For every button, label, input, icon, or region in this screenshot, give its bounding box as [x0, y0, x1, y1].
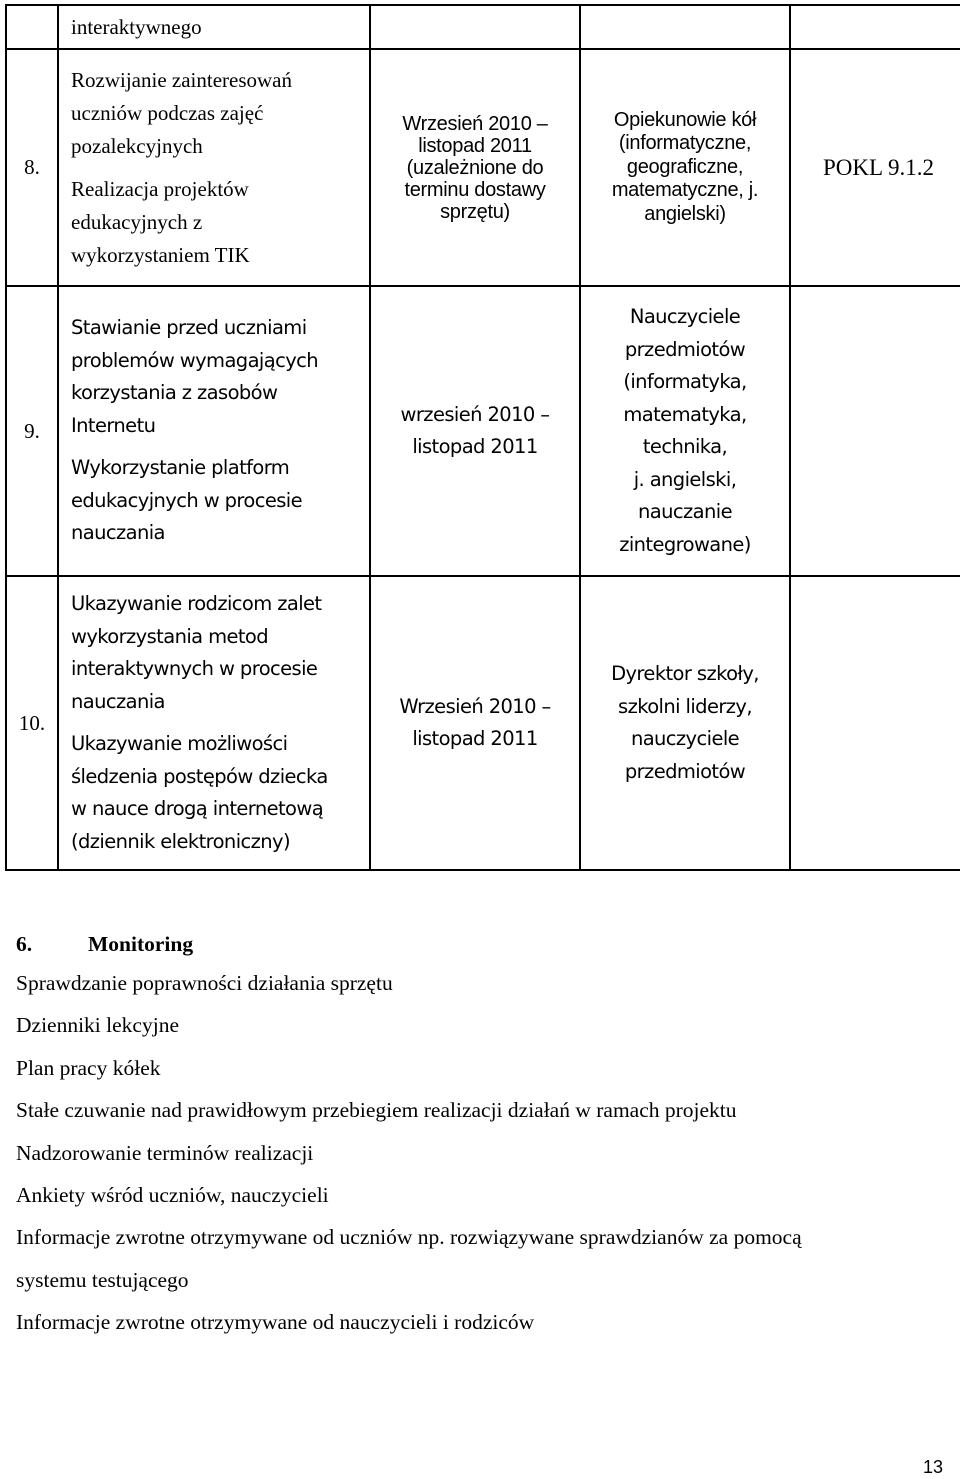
activity-line: śledzenia postępów dziecka [71, 764, 328, 788]
responsible-line: (informatyczne, [618, 132, 752, 155]
row-number-cell [6, 576, 58, 870]
responsible-line: j. angielski, [633, 467, 737, 491]
term-cell [370, 576, 580, 870]
responsible-line: przedmiotów [624, 337, 746, 361]
activity-line: nauczania [71, 689, 165, 713]
row-number-cell [6, 5, 58, 49]
responsible-line: przedmiotów [624, 759, 746, 783]
row-number: 8. [24, 155, 40, 179]
activity-line: Ukazywanie możliwości [71, 732, 288, 755]
row-number-cell [6, 49, 58, 286]
monitoring-item: systemu testującego [16, 1267, 189, 1292]
activity-line: Rozwijanie zainteresowań [71, 67, 292, 92]
activity-line: wykorzystania metod [71, 624, 269, 648]
responsible-line: Dyrektor szkoły, [611, 662, 759, 685]
activity-line: wykorzystaniem TIK [71, 242, 250, 267]
monitoring-item: Nadzorowanie terminów realizacji [16, 1140, 314, 1165]
section-heading [16, 926, 946, 962]
monitoring-item: Plan pracy kółek [16, 1055, 161, 1080]
activity-cell [58, 5, 370, 49]
activity-line: Wykorzystanie platform [71, 456, 290, 480]
responsible-line: Nauczyciele [629, 305, 741, 328]
responsible-line: zintegrowane) [619, 532, 751, 556]
responsible-cell [580, 576, 790, 870]
responsible-cell [580, 286, 790, 576]
activity-line: w nauce drogą internetową [71, 797, 324, 820]
responsible-line: (informatyka, [623, 370, 747, 393]
activity-line: pozalekcyjnych [71, 133, 203, 158]
term-line: sprzętu) [440, 200, 510, 223]
activity-line: problemów wymagających [71, 348, 319, 372]
activity-cell [58, 576, 370, 870]
table-row [6, 576, 960, 870]
section-number: 6. [16, 932, 33, 956]
activity-cell [58, 49, 370, 286]
monitoring-section [16, 926, 946, 1344]
monitoring-item: Informacje zwrotne otrzymywane od nauczycieli i rodziców [16, 1310, 535, 1335]
activity-line: Internetu [71, 413, 156, 437]
term-line: listopad 2011 [412, 727, 538, 750]
responsible-cell [580, 5, 790, 49]
activity-line: nauczania [71, 521, 165, 545]
responsible-line: technika, [642, 435, 728, 458]
responsible-line: geograficzne, [626, 155, 744, 178]
term-line: Wrzesień 2010 – [402, 112, 548, 135]
source-cell [790, 5, 960, 49]
activity-line: interaktywnego [71, 15, 202, 39]
activity-line: korzystania z zasobów [71, 381, 278, 405]
term-line: terminu dostawy [404, 178, 546, 201]
responsible-line: Opiekunowie kół [613, 108, 757, 131]
responsible-line: angielski) [644, 202, 726, 225]
row-number: 10. [18, 710, 46, 735]
page-number: 13 [922, 1457, 943, 1477]
responsible-line: nauczanie [638, 500, 732, 523]
monitoring-item: Dzienniki lekcyjne [16, 1013, 179, 1038]
responsible-line: nauczyciele [630, 727, 740, 750]
source-cell [790, 576, 960, 870]
activity-line: uczniów podczas zajęć [71, 100, 264, 125]
table-row [6, 49, 960, 286]
section-title: Monitoring [88, 932, 194, 956]
monitoring-item: Ankiety wśród uczniów, nauczycieli [16, 1182, 329, 1207]
monitoring-item: Sprawdzanie poprawności działania sprzętu [16, 971, 393, 995]
term-line: (uzależnione do [406, 156, 544, 179]
term-line: listopad 2011 [418, 134, 532, 157]
term-cell [370, 286, 580, 576]
activity-line: edukacyjnych z [71, 209, 203, 234]
responsible-line: matematyczne, j. [611, 179, 759, 202]
term-cell [370, 49, 580, 286]
row-number: 9. [24, 418, 40, 443]
activity-cell [58, 286, 370, 576]
responsible-line: matematyka, [623, 402, 747, 426]
table-row [6, 286, 960, 576]
term-line: wrzesień 2010 – [400, 402, 550, 426]
activity-line: Realizacja projektów [71, 176, 249, 201]
activity-line: Stawianie przed uczniami [71, 316, 307, 340]
responsible-cell [580, 49, 790, 286]
term-line: Wrzesień 2010 – [399, 694, 551, 718]
table-row [6, 5, 960, 49]
monitoring-item: Stałe czuwanie nad prawidłowym przebiegiem realizacji działań w ramach projektu [16, 1098, 737, 1123]
funding-source: POKL 9.1.2 [823, 154, 934, 180]
activity-line: interaktywnych w procesie [71, 657, 318, 680]
term-cell [370, 5, 580, 49]
row-number-cell [6, 286, 58, 576]
source-cell [790, 286, 960, 576]
activity-line: Ukazywanie rodzicom zalet [71, 592, 322, 615]
source-cell [790, 49, 960, 286]
responsible-line: szkolni liderzy, [618, 694, 752, 718]
monitoring-item: Informacje zwrotne otrzymywane od uczniów np. rozwiązywane sprawdzianów za pomocą [16, 1225, 802, 1250]
activity-line: edukacyjnych w procesie [71, 488, 303, 512]
activity-line: (dziennik elektroniczny) [71, 829, 290, 853]
activity-plan-table [5, 4, 960, 871]
term-line: listopad 2011 [412, 435, 538, 458]
